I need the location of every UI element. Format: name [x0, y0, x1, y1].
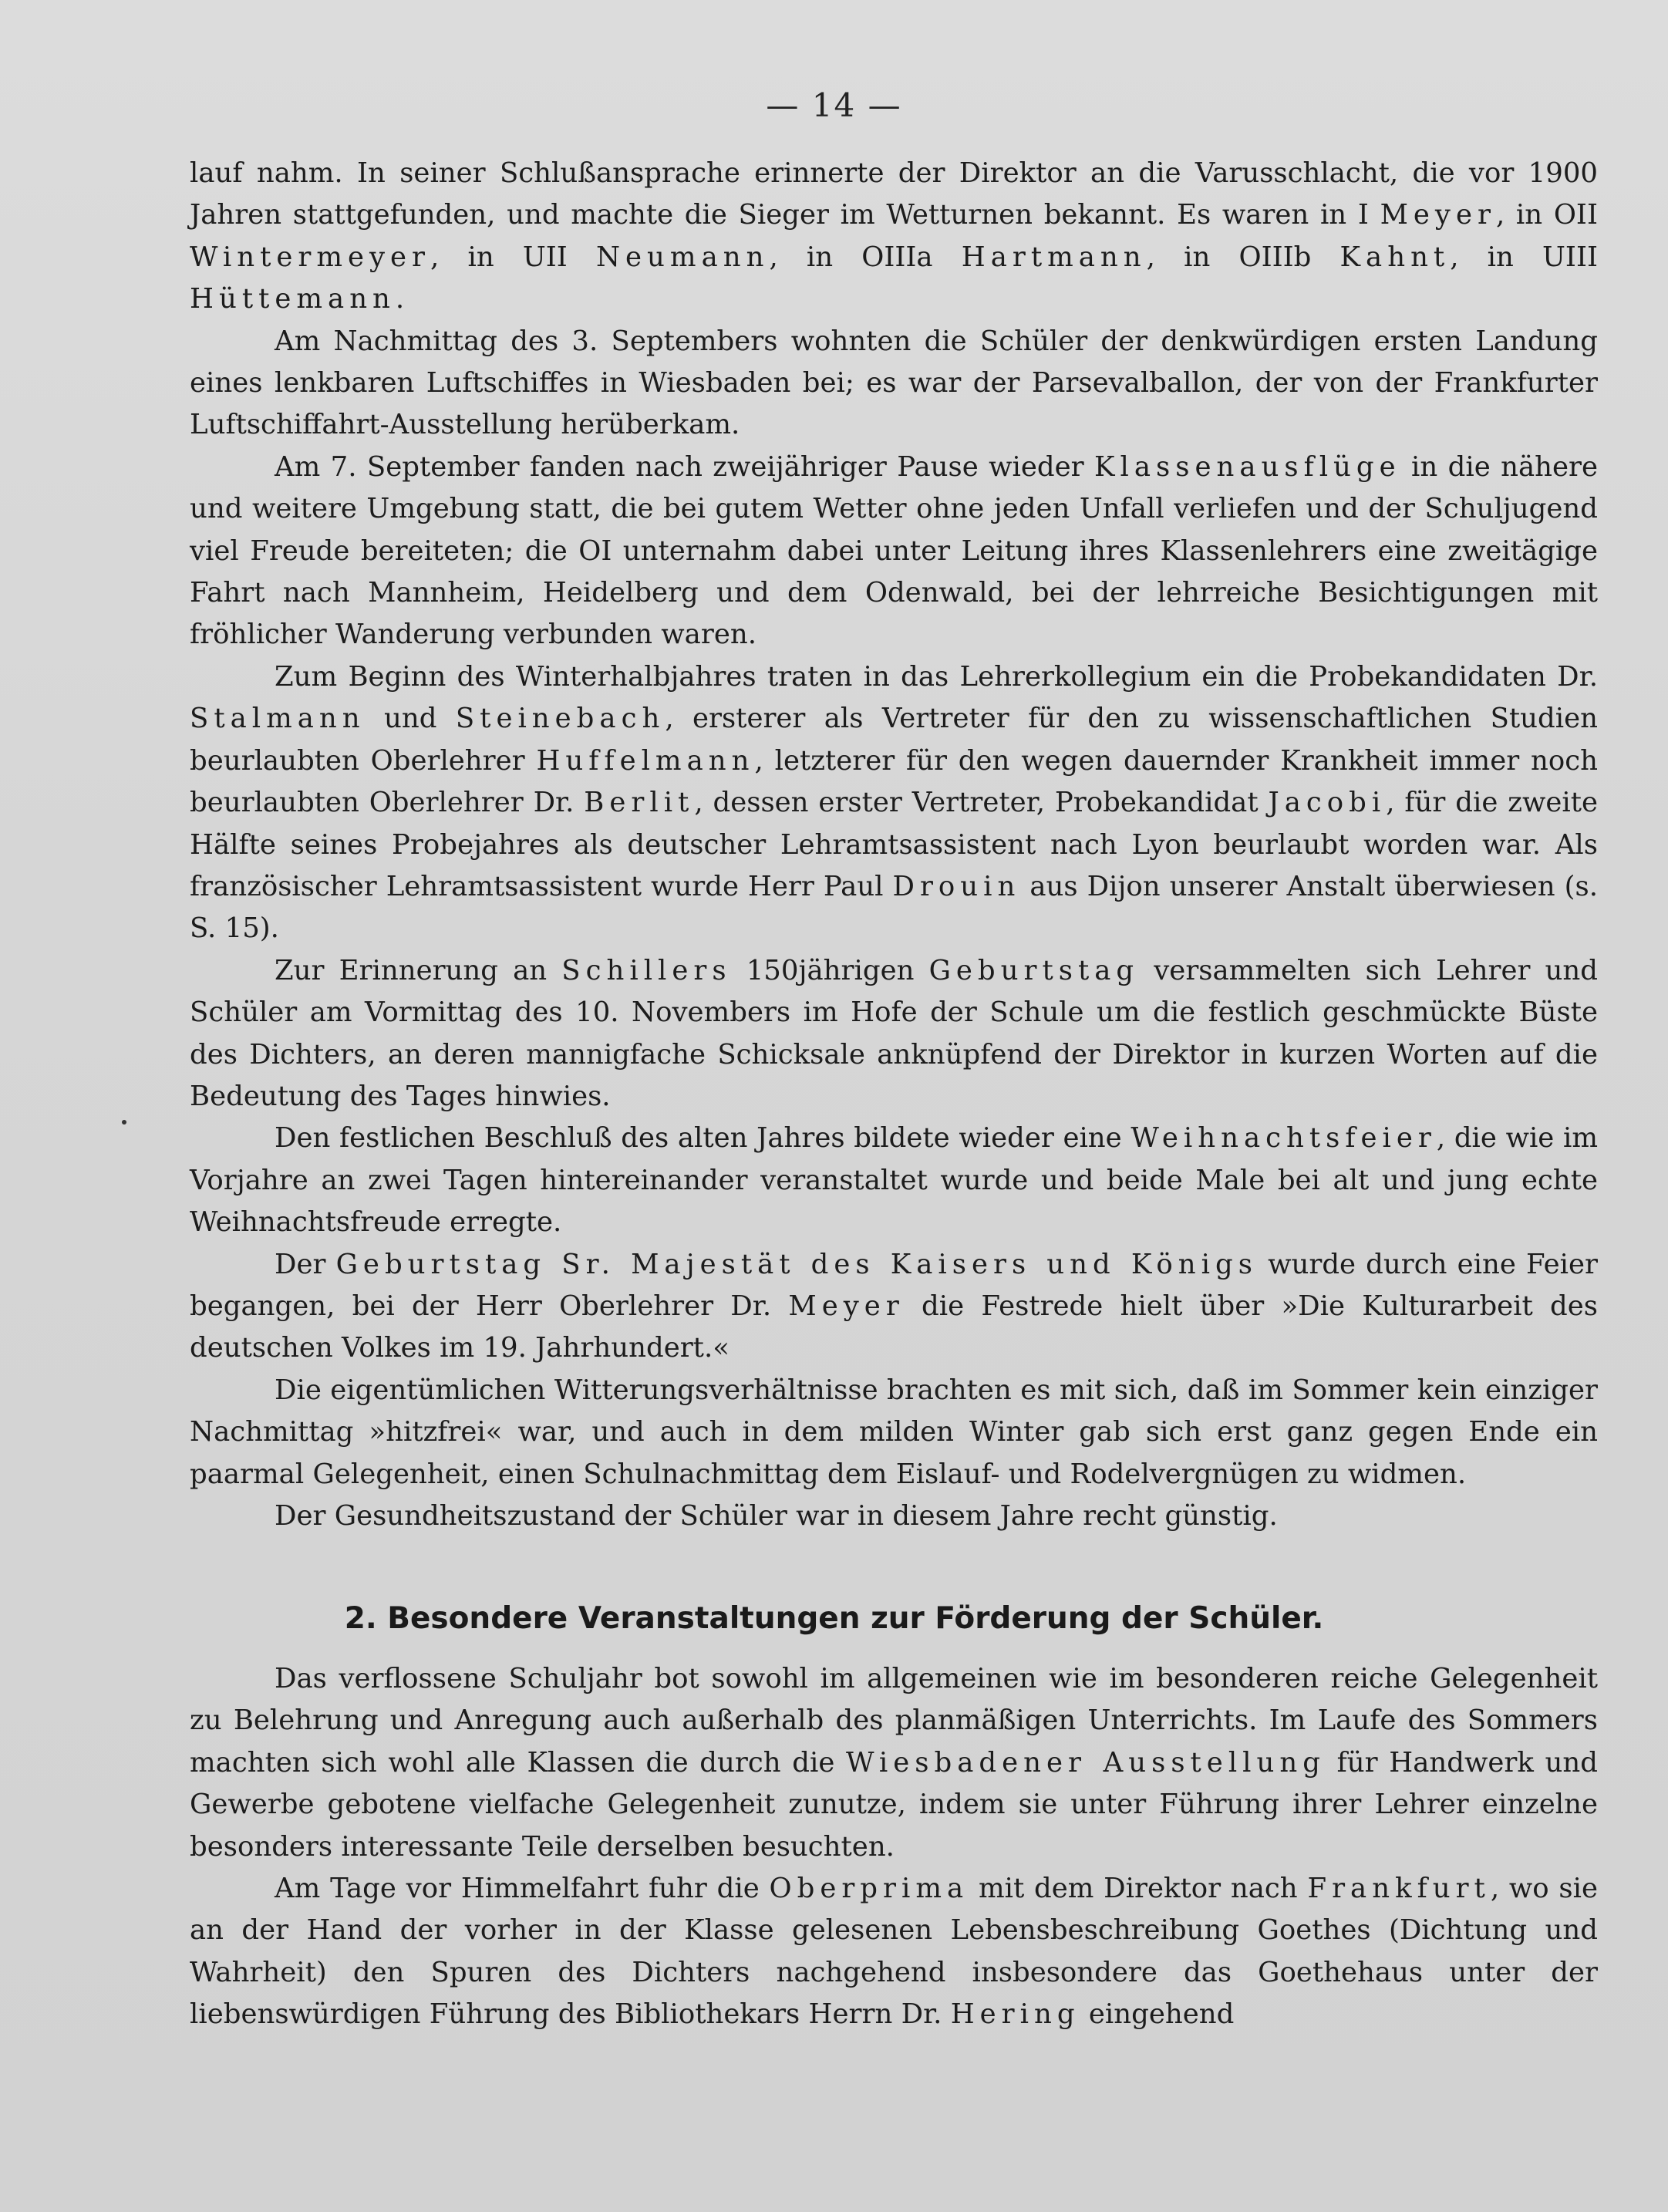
- paragraph: [190, 1370, 1598, 1495]
- text-run: Der: [275, 1248, 336, 1280]
- paragraph: [190, 1868, 1598, 2036]
- emphasized-name: Berlit: [584, 787, 695, 819]
- paragraph: [190, 950, 1598, 1118]
- emphasized-name: Steinebach: [455, 703, 666, 735]
- emphasized-name: Meyer: [1380, 199, 1496, 231]
- text-run: in die nähere und weitere Umgebung statt, die bei gutem Wetter ohne jeden Unfall verliefen und der Schuljugend viel Freude bereiteten; die OI unternahm dabei unter Leitung ihres Klassenlehrers eine zweitägige Fahrt nach Mannheim, Heidelberg und dem Odenwald, bei der lehrreiche Besichtigungen mit fröhlicher Wanderung verbunden waren.: [190, 450, 1598, 651]
- text-run: , in UIII: [1450, 241, 1598, 273]
- emphasized-name: Jacobi: [1268, 787, 1387, 819]
- text-run: Zum Beginn des Winterhalbjahres traten in das Lehrerkollegium ein die Probekandidaten Dr.: [275, 660, 1598, 693]
- text-run: und: [365, 703, 456, 735]
- text-run: versammelten sich Lehrer und Schüler am Vormittag des 10. Novembers im Hofe der Schule um die festlich geschmückte Büste des Dichters, an deren mannigfache Schicksale anknüpfend der Direktor in kurzen Worten auf die Bedeutung des Tages hinwies.: [190, 954, 1599, 1112]
- emphasized-name: Wiesbadener Ausstellung: [846, 1746, 1326, 1779]
- emphasized-name: Frankfurt: [1307, 1873, 1491, 1905]
- text-run: , ersterer als Vertreter für den zu wissenschaftlichen Studien beurlaubten Oberlehrer: [190, 703, 1598, 777]
- paragraph: [190, 447, 1598, 656]
- text-run: , in OIIIb: [1146, 241, 1340, 273]
- text-run: Am 7. September fanden nach zweijähriger Pause wieder: [275, 450, 1094, 483]
- emphasized-name: Schillers: [561, 954, 732, 986]
- emphasized-name: Meyer: [788, 1290, 905, 1322]
- emphasized-name: Kahnt: [1339, 241, 1451, 273]
- text-run: , letzterer für den wegen dauernder Krankheit immer noch beurlaubten Oberlehrer Dr.: [190, 744, 1599, 819]
- paragraph: [190, 656, 1598, 950]
- text-run: .: [395, 283, 405, 315]
- emphasized-name: Drouin: [892, 870, 1021, 902]
- text-run: Die eigentümlichen Witterungsverhältnisse brachten es mit sich, daß im Sommer kein einziger Nachmittag »hitzfrei« war, und auch in dem milden Winter gab sich erst ganz gegen Ende ein paarmal Gelegenheit, einen Schulnachmittag dem Eislauf- und Rodelvergnügen zu widmen.: [190, 1374, 1598, 1490]
- text-run: , wo sie an der Hand der vorher in der Klasse gelesenen Lebensbeschreibung Goethes (Dichtung und Wahrheit) den Spuren des Dichters nachgehend insbesondere das Goethehaus unter der liebenswürdigen Führung des Bibliothekars Herrn Dr.: [190, 1873, 1598, 2031]
- text-run: Der Gesundheitszustand der Schüler war in diesem Jahre recht günstig.: [275, 1500, 1278, 1532]
- text-run: eingehend: [1080, 1998, 1235, 2031]
- emphasized-name: Geburtstag: [928, 954, 1140, 986]
- emphasized-name: Huffelmann: [536, 744, 755, 777]
- emphasized-name: Oberprima: [769, 1873, 969, 1905]
- emphasized-name: Hüttemann: [190, 283, 396, 315]
- text-run: , in OIIIa: [769, 241, 962, 273]
- text-run: , für die zweite Hälfte seines Probejahres als deutscher Lehramtsassistent nach Lyon beurlaubt worden war. Als französischer Lehramtsassistent wurde Herr Paul: [190, 787, 1598, 902]
- emphasized-name: Hering: [950, 1998, 1080, 2031]
- page-number: — 14 —: [766, 86, 902, 124]
- text-run: , dessen erster Vertreter, Probekandidat: [694, 787, 1269, 819]
- text-run: , die wie im Vorjahre an zwei Tagen hintereinander veranstaltet wurde und beide Male bei alt und jung echte Weihnachtsfreude erregte.: [190, 1122, 1598, 1239]
- emphasized-name: Neumann: [595, 241, 770, 273]
- emphasized-name: Wintermeyer: [190, 241, 431, 273]
- section-2-heading: 2. Besondere Veranstaltungen zur Förderung der Schüler.: [344, 1601, 1324, 1636]
- text-run: , in OII: [1495, 199, 1598, 231]
- paragraph: [190, 1244, 1598, 1370]
- text-run: mit dem Direktor nach: [969, 1873, 1308, 1905]
- text-run: Am Nachmittag des 3. Septembers wohnten die Schüler der denkwürdigen ersten Landung eines lenkbaren Luftschiffes in Wiesbaden bei; es war der Parsevalballon, der von der Frankfurter Luftschiffahrt-Ausstellung herüberkam.: [190, 325, 1598, 441]
- paragraph: [190, 1495, 1598, 1537]
- paragraph: [190, 1658, 1598, 1868]
- text-run: Das verflossene Schuljahr bot sowohl im allgemeinen wie im besonderen reiche Gelegenheit zu Belehrung und Anregung auch außerhalb des planmäßigen Unterrichts. Im Laufe des Sommers machten sich wohl alle Klassen die durch die: [190, 1663, 1598, 1779]
- emphasized-name: Weihnachtsfeier: [1131, 1122, 1437, 1155]
- paragraph: [190, 321, 1598, 447]
- paragraph: [190, 153, 1598, 321]
- text-run: , in UII: [430, 241, 596, 273]
- paragraph: [190, 1118, 1598, 1243]
- emphasized-name: Stalmann: [190, 703, 366, 735]
- text-run: wurde durch eine Feier begangen, bei der Herr Oberlehrer Dr.: [190, 1248, 1598, 1322]
- text-run: aus Dijon unserer Anstalt überwiesen (s. S. 15).: [190, 870, 1598, 945]
- text-run: für Handwerk und Gewerbe gebotene vielfache Gelegenheit zunutze, indem sie unter Führung ihrer Lehrer einzelne besonders interessante Teile derselben besuchten.: [190, 1746, 1598, 1863]
- scan-speck: [122, 1120, 126, 1125]
- text-run: 150jährigen: [731, 954, 929, 986]
- text-run: Zur Erinnerung an: [275, 954, 562, 986]
- emphasized-name: Klassenausflüge: [1093, 450, 1401, 483]
- section-2-body: [190, 1658, 1598, 2036]
- text-run: die Festrede hielt über »Die Kulturarbeit des deutschen Volkes im 19. Jahrhundert.«: [190, 1290, 1598, 1364]
- section-1-body: [190, 153, 1598, 1537]
- text-run: Den festlichen Beschluß des alten Jahres bildete wieder eine: [275, 1122, 1131, 1155]
- emphasized-name: Geburtstag Sr. Majestät des Kaisers und Königs: [335, 1248, 1258, 1280]
- emphasized-name: Hartmann: [961, 241, 1147, 273]
- text-run: lauf nahm. In seiner Schlußansprache erinnerte der Direktor an die Varusschlacht, die vor 1900 Jahren stattgefunden, und machte die Sieger im Wetturnen bekannt. Es waren in I: [190, 157, 1598, 231]
- text-run: Am Tage vor Himmelfahrt fuhr die: [275, 1873, 770, 1905]
